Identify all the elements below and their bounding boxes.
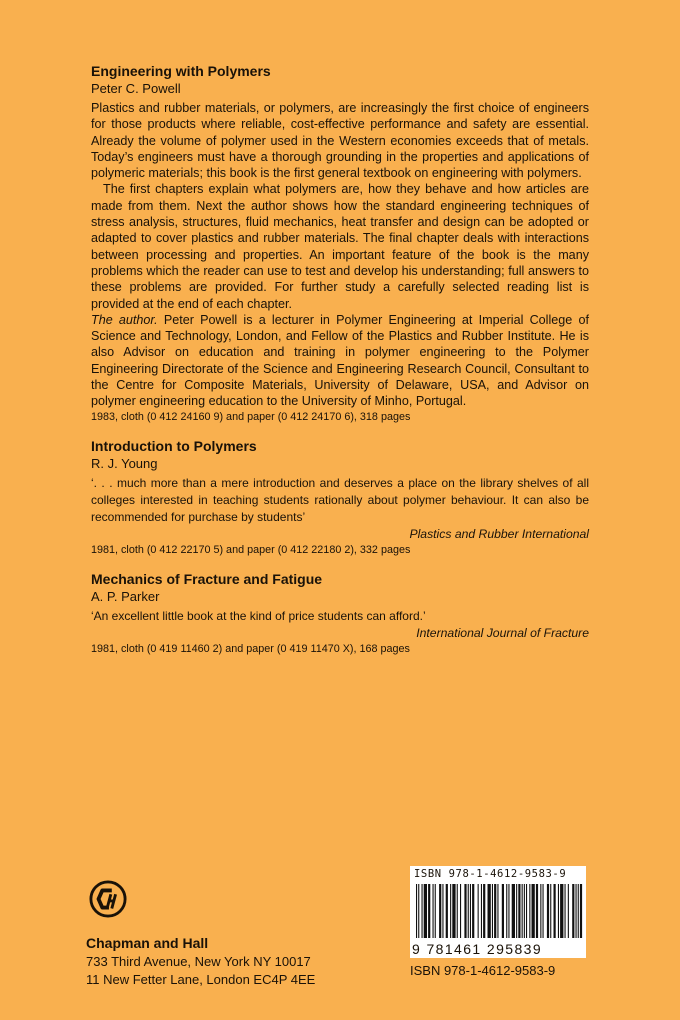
barcode-bar [578,884,579,938]
barcode-bar [478,884,479,938]
barcode-bar [494,884,496,938]
barcode-bars [410,882,586,940]
barcode-bar [543,884,544,938]
review-source: Plastics and Rubber International [409,526,589,541]
book-title: Mechanics of Fracture and Fatigue [91,570,323,587]
book-author: A. P. Parker [91,588,160,604]
barcode-bar [497,884,498,938]
back-cover-content [91,62,589,657]
barcode-bar [506,884,507,938]
author-bio-lead: The author. [91,312,158,327]
barcode-bar [568,884,569,938]
publisher-address-uk: 11 New Fetter Lane, London EC4P 4EE [86,972,316,987]
barcode-bar [446,884,448,938]
barcode-bar [518,884,520,938]
barcode-bar [508,884,509,938]
barcode-bar [529,884,530,938]
publisher-block [86,880,315,989]
barcode-bar [483,884,485,938]
barcode-bar [416,884,417,938]
author-bio [91,312,589,410]
description-paragraph: Plastics and rubber materials, or polymers, are increasingly the first choice of engineers for those products where reliable, cost-effective performance and safety are essential. Already the volume of polymer used in the Western economies exceeds that of metals. Today’s engineers must have a thorough grounding in the properties and applications of polymeric materials; this book is the first general textbook on engineering with polymers. [91,101,589,181]
book-entry-engineering-with-polymers [91,62,589,425]
barcode-bar [472,884,474,938]
book-author: Peter C. Powell [91,81,181,96]
publisher-address-us: 733 Third Avenue, New York NY 10017 [86,954,311,969]
book-details: 1983, cloth (0 412 24160 9) and paper (0 412 24170 6), 318 pages [91,410,411,423]
barcode-bar [481,884,482,938]
barcode-bar [576,884,577,938]
barcode-bar [433,884,434,938]
isbn-barcode-block [410,866,586,980]
barcode-bar [522,884,523,938]
book-title: Introduction to Polymers [91,437,257,454]
barcode-bar [558,884,559,938]
book-author: R. J. Young [91,455,158,471]
barcode-bar [468,884,469,938]
barcode-bar [540,884,541,938]
barcode-bar [464,884,466,938]
review-source: International Journal of Fracture [416,625,589,640]
barcode-bar [502,884,504,938]
barcode-bar [526,884,527,938]
isbn-label-top: ISBN 978-1-4612-9583-9 [410,866,586,882]
description-paragraph: The first chapters explain what polymers are, how they behave and how articles are made from them. Next the author shows how the standard engineering techniques of stress analysis, structures, fluid mechanics, heat transfer and design can be adopted or adapted to cover plastics and rubber materials. The final chapter deals with interactions between processing and properties. An important feature of the book is the many problems which the reader can use to test and develop his understanding; full answers to these problems are provided. For further study a carefully selected reading list is provided at the end of each chapter. [91,182,589,311]
barcode-bar [442,884,443,938]
barcode-bar [428,884,430,938]
book-entry-introduction-to-polymers [91,437,589,558]
review-quote: ‘. . . much more than a mere introduction and deserves a place on the library shelves of all colleges interested in teaching students rationally about polymer behaviour. It can also be recommended for purchase by students’ [91,475,589,524]
barcode-bar [536,884,538,938]
barcode-bar [547,884,549,938]
barcode-bar [460,884,461,938]
review-quote: ‘An excellent little book at the kind of price students can afford.’ [91,608,426,623]
barcode-bar [424,884,427,938]
barcode-bar [580,884,582,938]
barcode-bar [488,884,491,938]
barcode-bar [554,884,556,938]
isbn-label-bottom: ISBN 978-1-4612-9583-9 [410,963,556,978]
barcode-bar [560,884,563,938]
barcode-bar [439,884,441,938]
barcode-bar [516,884,517,938]
chapman-hall-logo-icon [89,880,127,918]
barcode-bar [524,884,525,938]
publisher-name: Chapman and Hall [86,935,209,951]
barcode-bar [435,884,436,938]
author-bio-text: Peter Powell is a lecturer in Polymer Engineering at Imperial College of Science and Technology, London, and Fellow of the Plastics and Rubber Institute. He is also Advisor on education and training in polymer engineering to the Polymer Engineering Directorate of the Science and Engineering Research Council, Consultant to the Centre for Composite Materials, University of Delaware, USA, and Advisor on polymer engineering education to the University of Minho, Portugal. [91,312,589,409]
barcode-digits: 9 781461 295839 [410,940,586,958]
barcode-bar [550,884,551,938]
barcode-bar [457,884,458,938]
barcode-bar [532,884,535,938]
book-details: 1981, cloth (0 412 22170 5) and paper (0 412 22180 2), 332 pages [91,543,411,556]
barcode-bar [452,884,455,938]
barcode-bar [572,884,574,938]
book-details: 1981, cloth (0 419 11460 2) and paper (0 419 11470 X), 168 pages [91,642,410,655]
barcode-bar [470,884,471,938]
book-title: Engineering with Polymers [91,63,271,79]
barcode-bar [492,884,493,938]
barcode-bar [422,884,423,938]
barcode-bar [565,884,566,938]
barcode-bar [418,884,419,938]
book-entry-mechanics-of-fracture [91,570,589,657]
barcode-bar [450,884,451,938]
barcode-bar [512,884,515,938]
